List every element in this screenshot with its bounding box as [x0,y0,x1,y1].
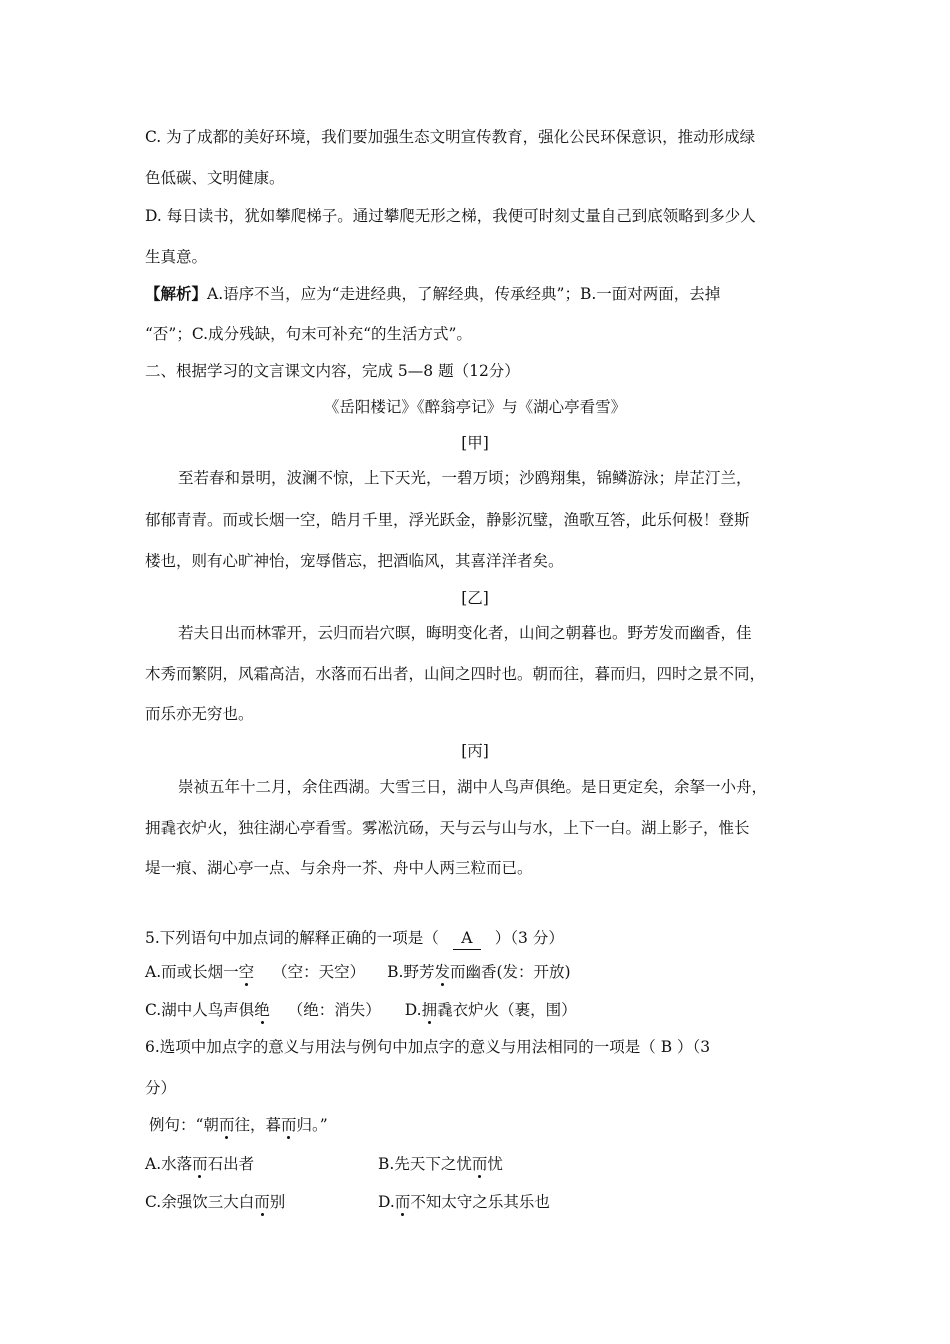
q6-stem-line1: 6.选项中加点字的意义与用法与例句中加点字的意义与用法相同的一项是（ B ）（3 [145,1038,711,1056]
q6-option-b [378,1153,503,1175]
passage-bing-line: 崇祯五年十二月，余住西湖。大雪三日，湖中人鸟声俱绝。是日更定矣，余拏一小舟， [178,778,768,796]
q5-option-c-dotted: 绝 [254,1001,270,1019]
q6-option-b-dotted: 而 [471,1155,488,1173]
q6-option-d-rest: 不知太守之乐其乐也 [410,1193,550,1211]
q6-option-c-text: C.余强饮三大白 [145,1193,255,1211]
q5-stem [145,927,564,950]
q6-example-dotted-2: 而 [280,1116,297,1134]
q4-analysis-line1 [145,283,720,305]
q5-stem-text: 5.下列语句中加点词的解释正确的一项是（ [145,929,439,947]
section2-heading: 二、根据学习的文言课文内容，完成 5—8 题（12分） [145,362,520,380]
passage-bing-line: 堤一痕、湖心亭一点、与余舟一芥、舟中人两三粒而已。 [145,859,533,877]
q6-stem-line2: 分） [145,1079,177,1097]
q6-option-a [145,1153,254,1175]
q6-option-b-rest: 忧 [487,1155,503,1173]
passage-jia-line: 郁郁青青。而或长烟一空，皓月千里，浮光跃金，静影沉璧，渔歌互答，此乐何极！登斯 [145,511,750,529]
q6-example-mid: 往，暮 [234,1116,281,1134]
q5-option-d-rest: 毳衣炉火（裹，围） [437,1001,577,1019]
q5-option-a-dotted: 空 [238,963,255,981]
q4-option-d-line2: 生真意。 [145,248,208,266]
analysis-text-1: A.语序不当，应为“走进经典，了解经典，传承经典”；B.一面对两面，去掉 [207,285,721,303]
q5-stem-suffix: ）（3 分） [494,929,564,947]
q5-option-b-dotted: 发 [434,963,450,981]
q5-option-b: B.野芳 [387,963,435,981]
q5-option-b-rest: 而幽香(发：开放) [450,963,571,981]
passage-title: 《岳阳楼记》《醉翁亭记》与《湖心亭看雪》 [323,398,627,416]
q4-option-c-line1: C. 为了成都的美好环境，我们要加强生态文明宣传教育，强化公民环保意识，推动形成绿 [145,128,756,146]
passage-yi-label: [乙] [461,589,489,607]
q4-analysis-line2: “否”；C.成分残缺，句末可补充“的生活方式”。 [145,325,472,343]
q6-option-c-rest: 别 [269,1193,286,1211]
q6-example-dotted-1: 而 [218,1116,235,1134]
passage-bing-line: 拥毳衣炉火，独往湖心亭看雪。雾凇沆砀，天与云与山与水，上下一白。湖上影子，惟长 [145,819,750,837]
q6-option-a-dotted: 而 [192,1155,208,1173]
q6-example [149,1114,328,1136]
passage-jia-label: [甲] [461,434,489,452]
q6-example-end: 归。” [296,1116,328,1134]
q6-option-a-rest: 石出者 [207,1155,255,1173]
q5-option-d-dotted: 拥 [421,1001,438,1019]
q5-option-a-note: （空：天空） [272,963,366,981]
q6-option-b-text: B.先天下之忧 [378,1155,472,1173]
passage-bing-label: [丙] [461,742,489,760]
q6-option-c [145,1191,285,1213]
q5-options-row1 [145,961,571,983]
q5-option-a: A.而或长烟一 [145,963,239,981]
q4-option-d-line1: D. 每日读书，犹如攀爬梯子。通过攀爬无形之梯，我便可时刻丈量自己到底领略到多少人 [145,207,756,225]
q6-option-d-text: D. [378,1193,395,1211]
passage-yi-line: 木秀而繁阴，风霜高洁，水落而石出者，山间之四时也。朝而往，暮而归，四时之景不同， [145,665,766,683]
q5-option-c-note: （绝：消失） [287,1001,381,1019]
q5-answer: A [453,927,481,950]
passage-yi-line: 而乐亦无穷也。 [145,705,254,723]
q6-example-text: 例句：“朝 [149,1116,219,1134]
q5-options-row2 [145,999,577,1021]
q6-option-c-dotted: 而 [254,1193,270,1211]
analysis-label: 【解析】 [145,284,208,303]
q6-option-d-dotted: 而 [394,1193,411,1211]
q6-option-a-text: A.水落 [145,1155,193,1173]
passage-jia-line: 至若春和景明，波澜不惊，上下天光，一碧万顷；沙鸥翔集，锦鳞游泳；岸芷汀兰， [178,469,752,487]
q6-option-d [378,1191,550,1213]
passage-jia-line: 楼也，则有心旷神怡，宠辱偕忘，把酒临风，其喜洋洋者矣。 [145,552,564,570]
passage-yi-line: 若夫日出而林霏开，云归而岩穴暝，晦明变化者，山间之朝暮也。野芳发而幽香，佳 [178,624,752,642]
q5-option-d: D. [404,1001,422,1019]
q4-option-c-line2: 色低碳、文明健康。 [145,169,285,187]
q5-option-c: C.湖中人鸟声俱 [145,1001,255,1019]
